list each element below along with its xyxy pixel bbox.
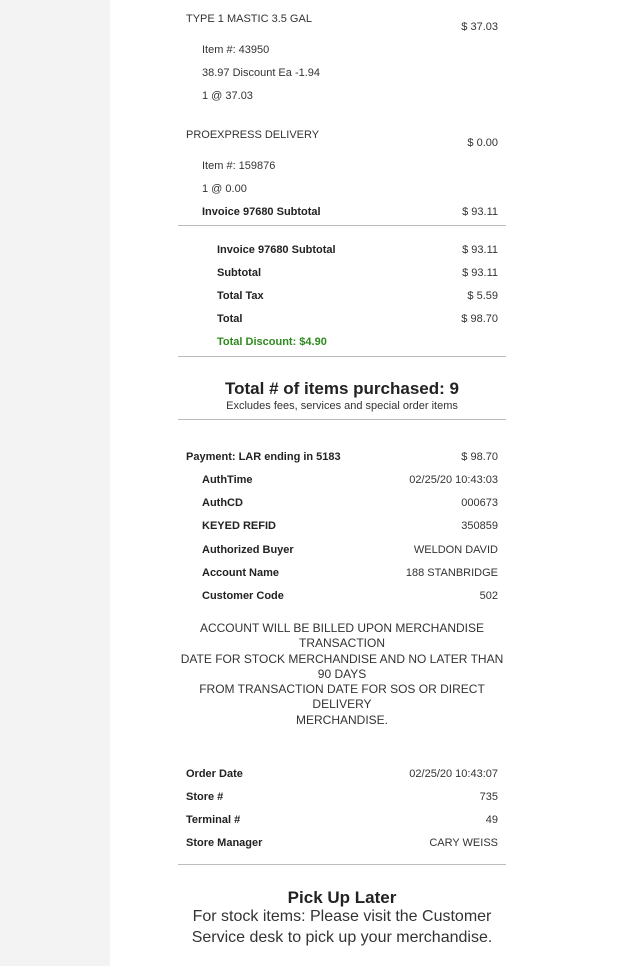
account-notice-line: 90 DAYS [317, 667, 367, 681]
pickup-text-line: Service desk to pick up your merchandise. [191, 929, 493, 946]
item-number: Item #: 159876 [202, 160, 276, 172]
account-notice-line: ACCOUNT WILL BE BILLED UPON MERCHANDISE [199, 621, 485, 635]
divider [178, 225, 506, 226]
payment-detail-value: 000673 [461, 497, 498, 509]
payment-detail-value: 02/25/20 10:43:03 [409, 474, 498, 486]
payment-detail-label: KEYED REFID [202, 520, 276, 532]
items-purchased-note: Excludes fees, services and special order items [226, 400, 458, 412]
item-price: $ 0.00 [467, 137, 498, 149]
payment-detail-label: AuthCD [202, 497, 243, 509]
total-discount: Total Discount: $4.90 [217, 336, 327, 348]
item-discount: 38.97 Discount Ea -1.94 [202, 67, 321, 79]
totals-value: $ 93.11 [462, 244, 498, 256]
payment-detail-label: Account Name [202, 567, 280, 579]
divider [178, 419, 506, 420]
divider [178, 864, 506, 865]
order-info-value: 02/25/20 10:43:07 [409, 768, 498, 780]
account-notice-line: DATE FOR STOCK MERCHANDISE AND NO LATER THAN [180, 652, 504, 666]
order-info-value: 735 [479, 791, 498, 803]
payment-value: $ 98.70 [461, 451, 498, 463]
item-name: TYPE 1 MASTIC 3.5 GAL [186, 13, 312, 25]
account-notice-line: FROM TRANSACTION DATE FOR SOS OR DIRECT [199, 682, 485, 696]
items-purchased-title: Total # of items purchased: 9 [225, 379, 459, 398]
left-gutter [0, 0, 110, 966]
totals-value: $ 98.70 [461, 313, 498, 325]
payment-detail-value: 350859 [461, 520, 498, 532]
account-notice-line: TRANSACTION [298, 636, 385, 650]
order-info-value: 49 [485, 814, 498, 826]
order-info-label: Store # [186, 791, 224, 803]
totals-label: Invoice 97680 Subtotal [217, 244, 336, 256]
payment-detail-label: Customer Code [202, 590, 284, 602]
order-info-label: Terminal # [186, 814, 241, 826]
payment-label: Payment: LAR ending in 5183 [186, 451, 341, 463]
invoice-subtotal-value: $ 93.11 [462, 206, 498, 218]
payment-detail-label: AuthTime [202, 474, 253, 486]
totals-label: Subtotal [217, 267, 261, 279]
order-info-value: CARY WEISS [429, 837, 498, 849]
pickup-title: Pick Up Later [287, 888, 397, 907]
item-number: Item #: 43950 [202, 44, 270, 56]
totals-value: $ 93.11 [462, 267, 498, 279]
account-notice-line: MERCHANDISE. [295, 713, 388, 727]
account-notice-line: DELIVERY [312, 697, 372, 711]
item-quantity: 1 @ 37.03 [202, 90, 253, 102]
item-quantity: 1 @ 0.00 [202, 183, 247, 195]
order-info-label: Store Manager [186, 837, 263, 849]
item-price: $ 37.03 [461, 21, 498, 33]
totals-label: Total [217, 313, 243, 325]
receipt [178, 0, 506, 966]
payment-detail-value: WELDON DAVID [413, 544, 498, 556]
payment-detail-value: 502 [479, 590, 498, 602]
totals-value: $ 5.59 [467, 290, 498, 302]
payment-detail-value: 188 STANBRIDGE [405, 567, 498, 579]
item-name: PROEXPRESS DELIVERY [186, 129, 320, 141]
pickup-text-line: For stock items: Please visit the Customer [192, 908, 492, 925]
divider [178, 356, 506, 357]
order-info-label: Order Date [186, 768, 243, 780]
totals-label: Total Tax [217, 290, 264, 302]
payment-detail-label: Authorized Buyer [202, 544, 294, 556]
invoice-subtotal-label: Invoice 97680 Subtotal [202, 206, 321, 218]
